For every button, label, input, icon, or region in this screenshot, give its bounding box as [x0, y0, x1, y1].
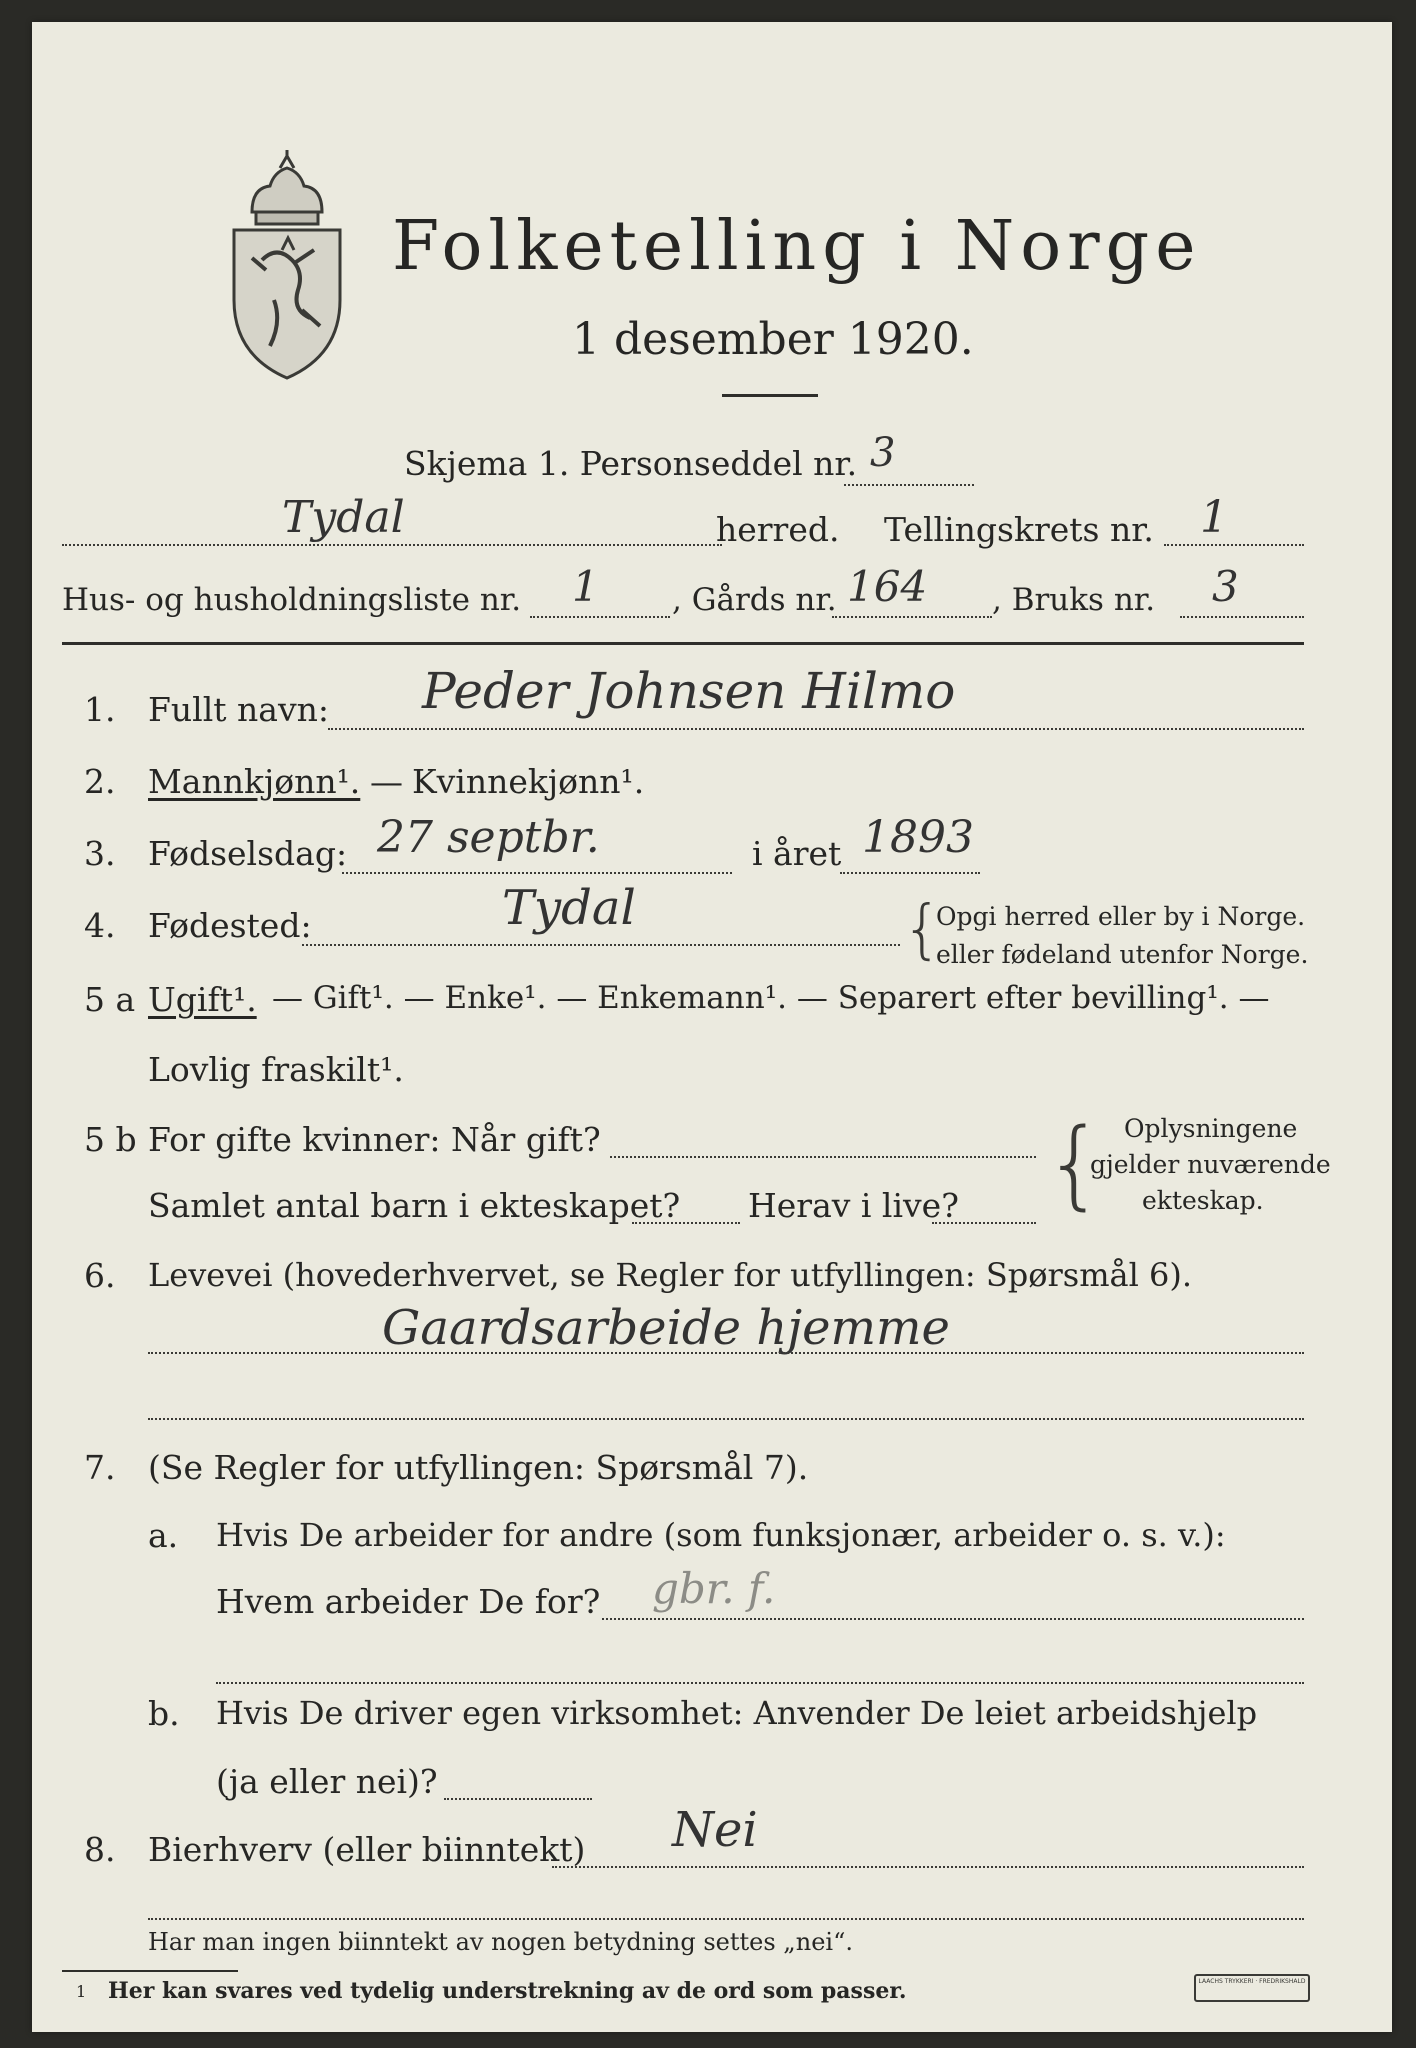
q1-dotted-line: [328, 728, 1304, 730]
marital-options[interactable]: — Gift¹. — Enke¹. — Enkemann¹. — Separert efter bevilling¹. —: [272, 980, 1270, 1016]
q7b-label-2: (ja eller nei)?: [216, 1762, 438, 1801]
q6-dotted-line-2: [148, 1418, 1304, 1420]
household-list-value[interactable]: 1: [572, 562, 599, 611]
female-option[interactable]: Kvinnekjønn¹.: [412, 762, 645, 801]
footer-note: Har man ingen biinntekt av nogen betydning settes „nei“.: [148, 1928, 853, 1956]
q7b-letter: b.: [148, 1694, 180, 1733]
tellingskrets-label: Tellingskrets nr.: [884, 510, 1154, 549]
male-option[interactable]: Mannkjønn¹.: [148, 762, 361, 801]
census-form: [32, 22, 1392, 2032]
q4-note-line2: eller fødeland utenfor Norge.: [936, 940, 1309, 969]
form-title: Folketelling i Norge: [392, 207, 1202, 286]
q3-dotted-line: [342, 872, 732, 874]
tellingskrets-dotted-line: [1164, 544, 1304, 546]
gards-label: , Gårds nr.: [672, 582, 837, 618]
q1-number: 1.: [84, 690, 116, 729]
q7-label: (Se Regler for utfyllingen: Spørsmål 7).: [148, 1448, 809, 1487]
q4-number: 4.: [84, 906, 116, 945]
bruks-label: , Bruks nr.: [992, 582, 1156, 618]
q6-number: 6.: [84, 1256, 116, 1295]
q7b-dotted-line[interactable]: [444, 1798, 592, 1800]
q5b-note-line3: ekteskap.: [1142, 1186, 1264, 1215]
schema-label: Skjema 1. Personseddel nr.: [404, 444, 858, 483]
lovlig-fraskilt-option[interactable]: Lovlig fraskilt¹.: [148, 1050, 404, 1089]
q4-brace: {: [902, 893, 943, 967]
birthplace-value[interactable]: Tydal: [502, 880, 636, 936]
herred-label: herred.: [716, 510, 840, 549]
household-list-label: Hus- og husholdningsliste nr.: [62, 582, 522, 618]
bruks-dotted-line: [1180, 616, 1304, 618]
gards-dotted-line: [832, 616, 992, 618]
coat-of-arms-icon: [222, 150, 352, 380]
schema-dotted-line: [844, 484, 974, 486]
alive-dotted-line[interactable]: [932, 1222, 1036, 1224]
year-label: i året: [752, 834, 842, 873]
full-name-value[interactable]: Peder Johnsen Hilmo: [422, 662, 956, 720]
married-when-label: For gifte kvinner: Når gift?: [148, 1120, 601, 1159]
footnote-rule: [62, 1970, 238, 1972]
q5a-number: 5 a: [84, 980, 136, 1019]
footnote-text: Her kan svares ved tydelig understrekning av de ord som passer.: [108, 1978, 907, 2004]
bruks-value[interactable]: 3: [1212, 562, 1239, 611]
header-rule: [62, 642, 1304, 645]
q8-label: Bierhverv (eller biinntekt): [148, 1830, 586, 1869]
q4-dotted-line: [302, 944, 900, 946]
occupation-value[interactable]: Gaardsarbeide hjemme: [382, 1300, 950, 1356]
birthdate-value[interactable]: 27 septbr.: [377, 812, 600, 863]
q4-note-line1: Opgi herred eller by i Norge.: [936, 902, 1306, 931]
form-date: 1 desember 1920.: [572, 314, 974, 365]
employer-label: Hvem arbeider De for?: [216, 1582, 601, 1621]
tellingskrets-value[interactable]: 1: [1200, 492, 1228, 543]
q4-label: Fødested:: [148, 906, 312, 945]
ugift-option[interactable]: Ugift¹.: [148, 980, 257, 1019]
q5b-brace: {: [1044, 1108, 1106, 1220]
q6-dotted-line-1: [148, 1352, 1304, 1354]
side-income-value[interactable]: Nei: [672, 1802, 758, 1858]
q8-dotted-line: [552, 1866, 1304, 1868]
employer-dotted-line: [602, 1618, 1304, 1620]
children-dotted-line[interactable]: [632, 1222, 740, 1224]
herred-dotted-line: [62, 544, 722, 546]
q7a-letter: a.: [148, 1516, 179, 1555]
q7a-dotted-line-2[interactable]: [216, 1682, 1304, 1684]
birth-year-value[interactable]: 1893: [862, 812, 974, 863]
q2-number: 2.: [84, 762, 116, 801]
q7a-label: Hvis De arbeider for andre (som funksjonær, arbeider o. s. v.):: [216, 1516, 1226, 1554]
herred-value[interactable]: Tydal: [282, 492, 405, 543]
q8-dotted-line-2: [148, 1918, 1304, 1920]
personseddel-number[interactable]: 3: [870, 430, 896, 476]
title-divider: [722, 394, 818, 397]
alive-label: Herav i live?: [748, 1186, 959, 1225]
employer-value[interactable]: gbr. f.: [652, 1564, 776, 1613]
year-dotted-line: [840, 872, 980, 874]
q7b-label: Hvis De driver egen virksomhet: Anvender De leiet arbeidshjelp: [216, 1694, 1258, 1732]
q5b-note-line2: gjelder nuværende: [1090, 1150, 1331, 1179]
household-dotted-line: [530, 616, 670, 618]
printer-stamp: LAACHS TRYKKERI · FREDRIKSHALD: [1194, 1974, 1310, 2002]
q3-number: 3.: [84, 834, 116, 873]
q5b-number: 5 b: [84, 1120, 137, 1159]
q6-label: Levevei (hovederhvervet, se Regler for utfyllingen: Spørsmål 6).: [148, 1256, 1193, 1294]
children-label: Samlet antal barn i ekteskapet?: [148, 1186, 681, 1225]
q5b-note-line1: Oplysningene: [1124, 1114, 1298, 1143]
q1-label: Fullt navn:: [148, 690, 329, 729]
q3-label: Fødselsdag:: [148, 834, 348, 873]
married-when-dotted-line[interactable]: [610, 1156, 1036, 1158]
q8-number: 8.: [84, 1830, 116, 1869]
gards-value[interactable]: 164: [847, 562, 928, 611]
footnote-mark: 1: [76, 1982, 87, 2001]
q2-separator: —: [370, 762, 403, 801]
q7-number: 7.: [84, 1448, 116, 1487]
